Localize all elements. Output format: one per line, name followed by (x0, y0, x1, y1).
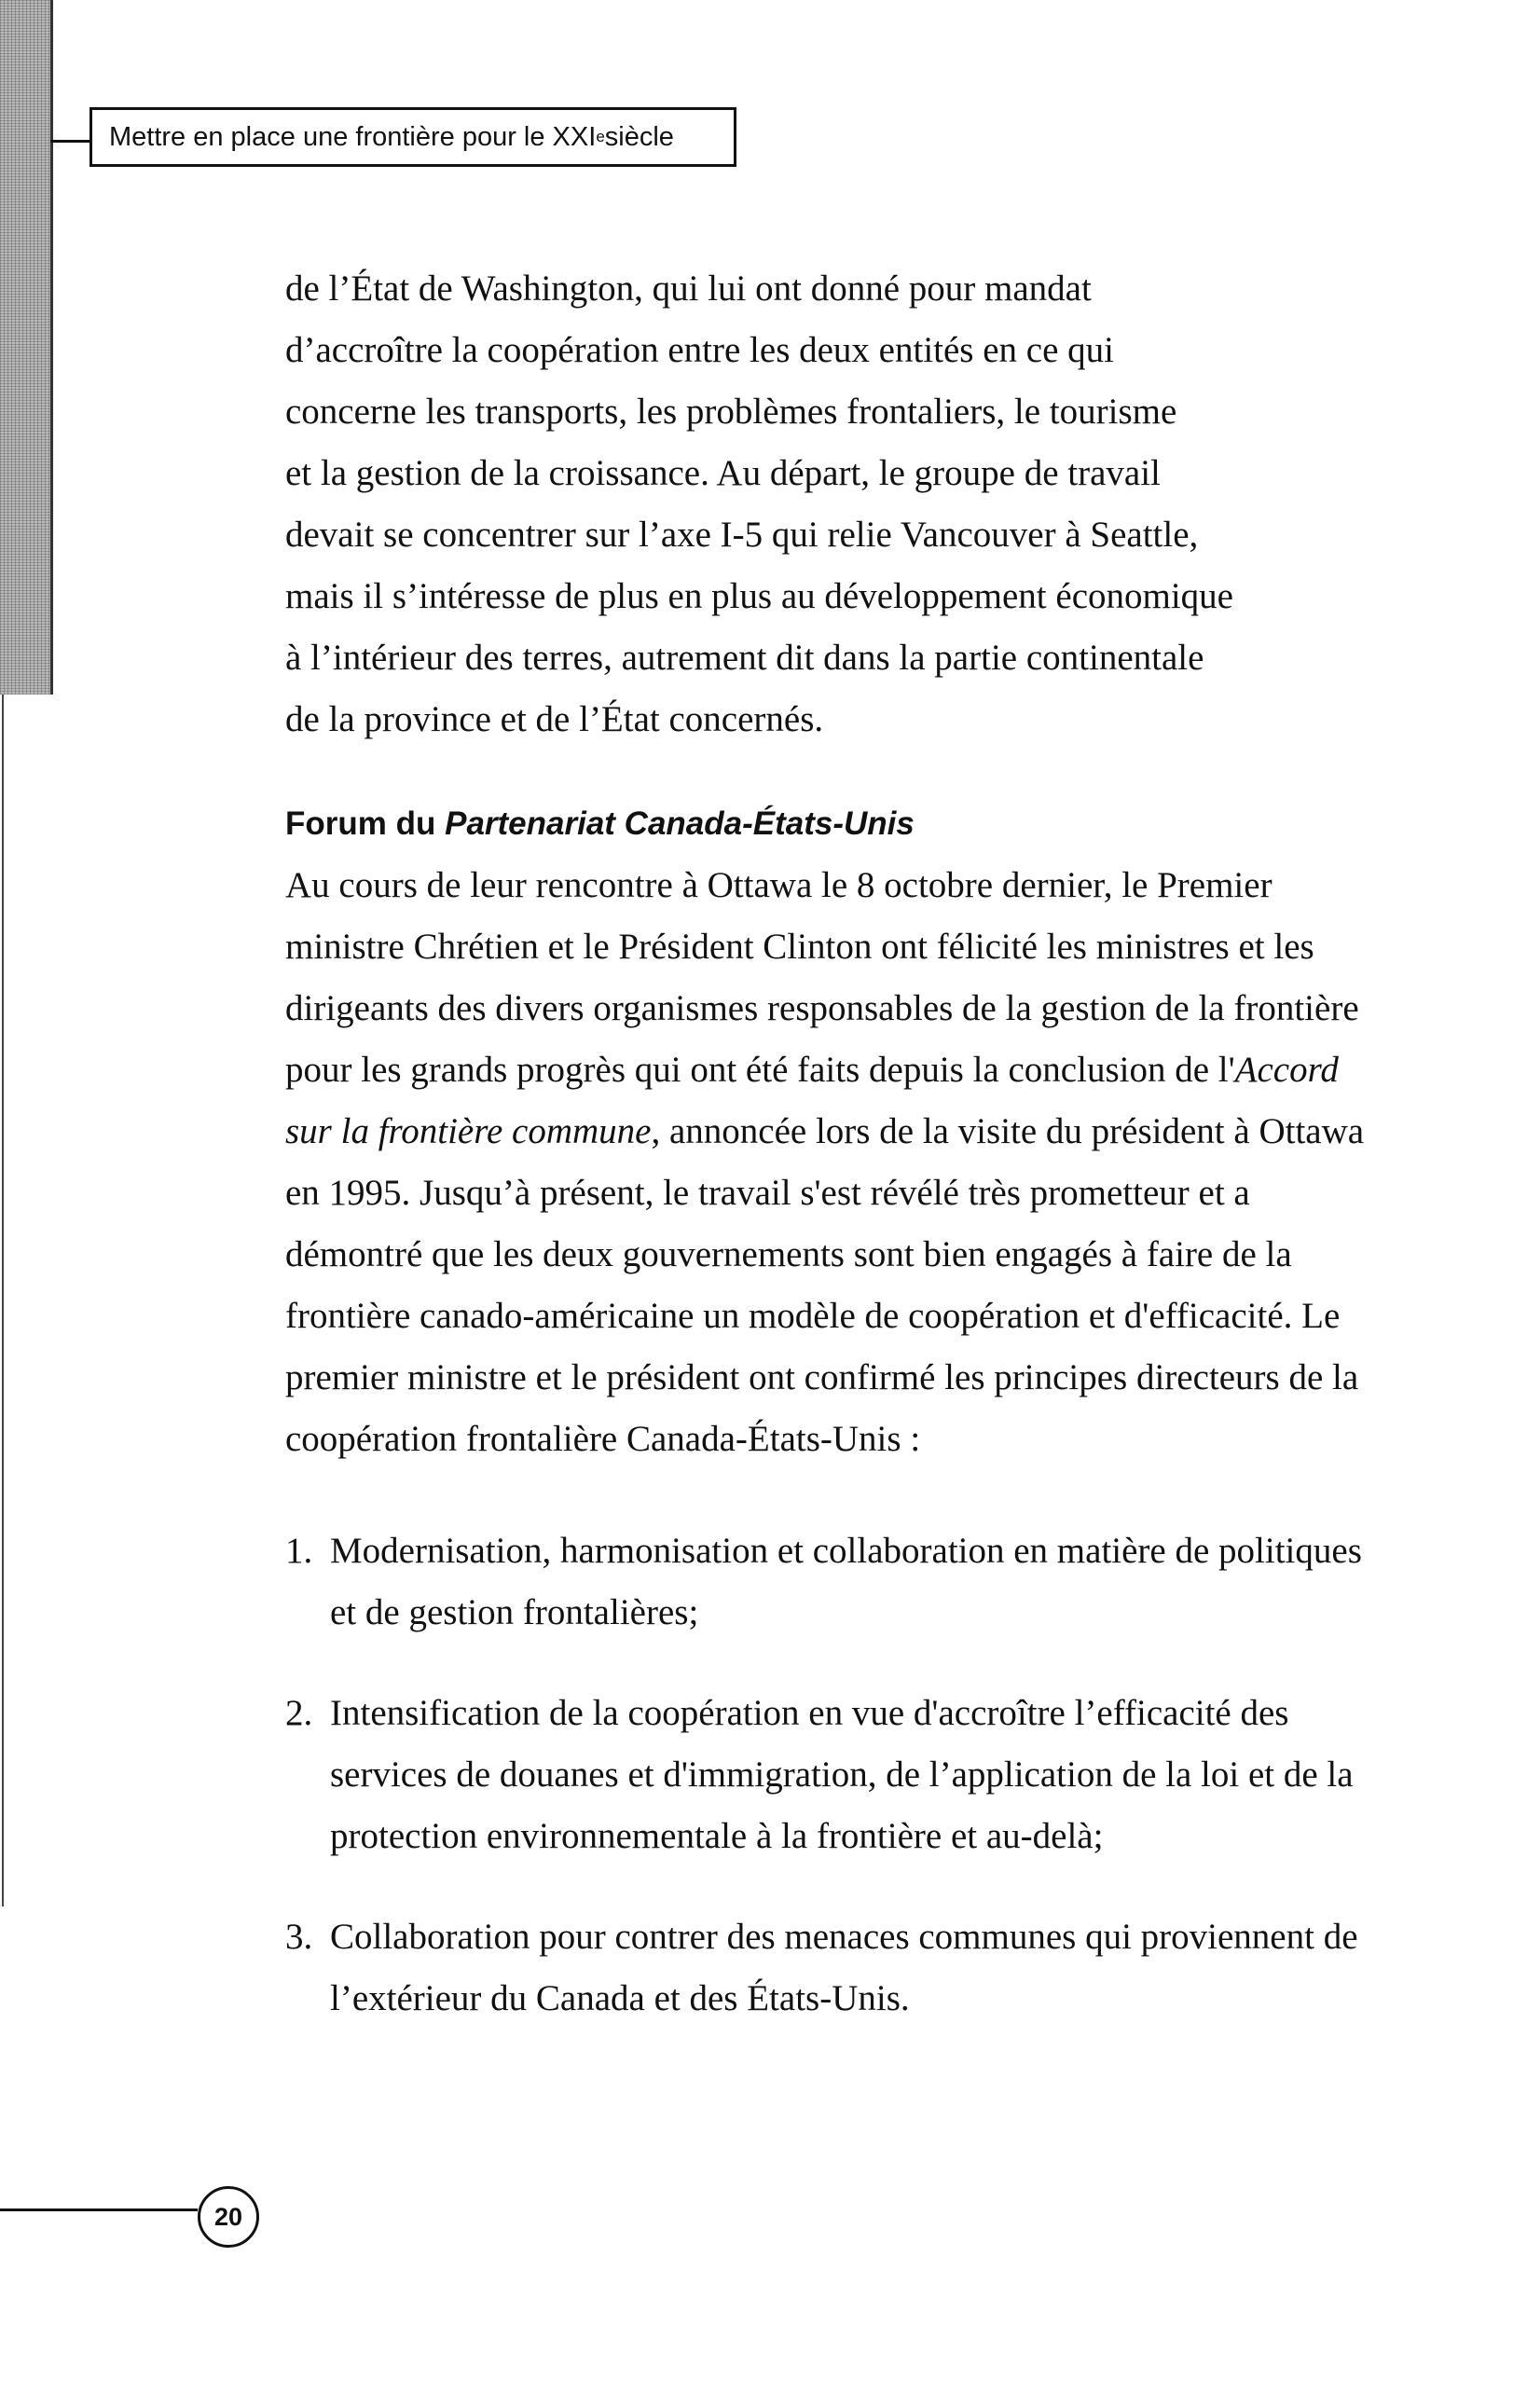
intro-line: à l’intérieur des terres, autrement dit dans la partie continentale (285, 638, 1204, 678)
intro-line: mais il s’intéresse de plus en plus au développement économique (285, 576, 1233, 616)
footer-rule (0, 2208, 198, 2211)
page-number-badge (198, 2186, 259, 2248)
page-content (285, 258, 1376, 2069)
section-paragraph-start: Au cours de leur rencontre à Ottawa le 8 octobre dernier, le Premier ministre Chrétien et le Président Clinton ont félicité les ministres et les dirigeants des divers organismes responsables de la gestion de la frontière pour les grands progrès qui ont été faits depuis la conclusion de l' (285, 865, 1359, 1090)
intro-line: d’accroître la coopération entre les deux entités en ce qui (285, 330, 1115, 370)
page-number: 20 (213, 2202, 243, 2231)
running-header-title-tail: siècle (604, 121, 674, 152)
list-item (285, 1683, 1376, 1867)
intro-line: devait se concentrer sur l’axe I-5 qui relie Vancouver à Seattle, (285, 515, 1199, 555)
list-item (285, 1906, 1376, 2030)
intro-line: de la province et de l’État concernés. (285, 699, 824, 739)
section-paragraph-end: , annoncée lors de la visite du président à Ottawa en 1995. Jusqu’à présent, le travail s'est révélé très prometteur et a démontré que les deux gouvernements sont bien engagés à faire de la frontière canado-américaine un modèle de coopération et d'efficacité. Le premier ministre et le président ont confirmé les principes directeurs de la coopération frontalière Canada-États-Unis : (285, 1111, 1365, 1459)
intro-line: de l’État de Washington, qui lui ont donné pour mandat (285, 268, 1092, 309)
section-heading-prefix: Forum du (285, 805, 446, 842)
section-heading (285, 793, 1376, 855)
list-item-number: 1. (285, 1531, 313, 1571)
list-item-text: Intensification de la coopération en vue d'accroître l’efficacité des services de douanes et d'immigration, de l’application de la loi et de la protection environnementale à la frontière et au-delà; (330, 1693, 1354, 1856)
side-margin-rule (2, 695, 4, 1906)
list-item (285, 1520, 1376, 1644)
principles-list (285, 1520, 1376, 2030)
list-item-number: 2. (285, 1693, 313, 1733)
intro-line: et la gestion de la croissance. Au départ, le groupe de travail (285, 453, 1161, 493)
running-header: Mettre en place une frontière pour le XXI e siècle (89, 107, 736, 167)
header-tick-rule (50, 140, 89, 143)
section-paragraph (285, 855, 1376, 1470)
intro-paragraph (285, 258, 1376, 750)
accord-title: Accord sur la frontière commune (285, 1050, 1339, 1151)
side-margin-texture (0, 0, 53, 695)
section-heading-italic: Partenariat Canada-États-Unis (445, 805, 915, 842)
list-item-text: Collaboration pour contrer des menaces communes qui proviennent de l’extérieur du Canada et des États-Unis. (330, 1917, 1358, 2018)
intro-line: concerne les transports, les problèmes frontaliers, le tourisme (285, 392, 1177, 432)
running-header-title: Mettre en place une frontière pour le XXI (109, 121, 597, 152)
list-item-number: 3. (285, 1917, 313, 1957)
list-item-text: Modernisation, harmonisation et collaboration en matière de politiques et de gestion frontalières; (330, 1531, 1362, 1632)
